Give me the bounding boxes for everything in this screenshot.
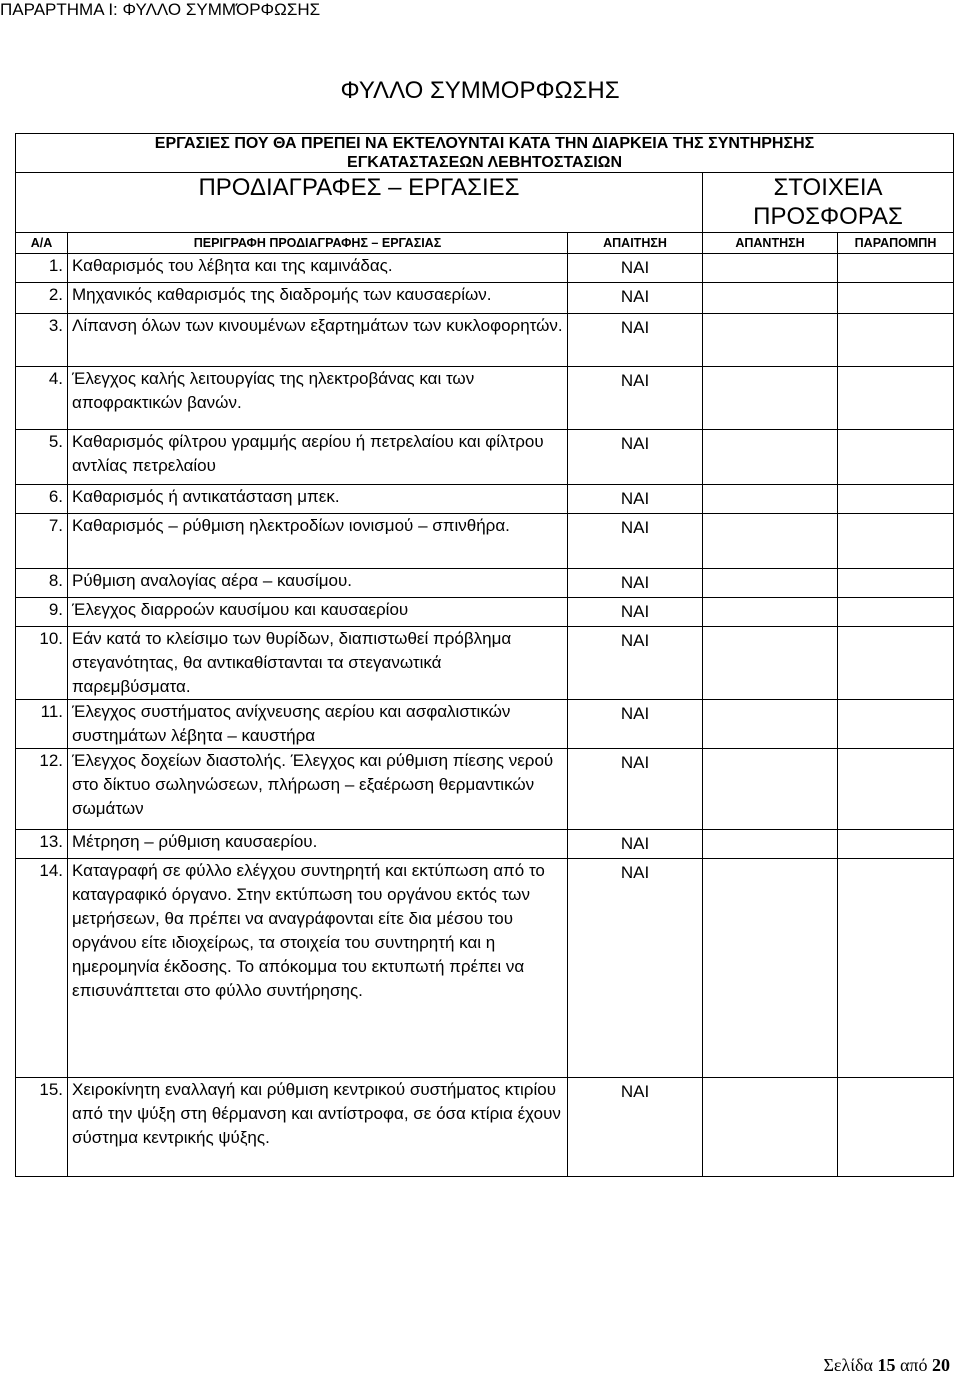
row-description: Καθαρισμός ή αντικατάσταση μπεκ. bbox=[68, 485, 568, 514]
row-number: 15. bbox=[16, 1078, 68, 1177]
page-footer bbox=[823, 1355, 950, 1376]
col-header-answer: ΑΠΑΝΤΗΣΗ bbox=[703, 233, 838, 254]
row-description: Έλεγχος καλής λειτουργίας της ηλεκτροβάνας και των αποφρακτικών βανών. bbox=[68, 367, 568, 430]
row-description: Ρύθμιση αναλογίας αέρα – καυσίμου. bbox=[68, 569, 568, 598]
table-row bbox=[16, 859, 954, 1078]
col-header-num: Α/Α bbox=[16, 233, 68, 254]
row-description: Καταγραφή σε φύλλο ελέγχου συντηρητή και εκτύπωση από το καταγραφικό όργανο. Στην εκτύπωση του οργάνου εκτός των μετρήσεων, θα πρέπει να αναγράφονται είτε δια μέσου του οργάνου είτε ιδιοχείρως, τα στοιχεία του συντηρητή και η ημερομηνία έκδοσης. Το απόκομμα του εκτυπωτή πρέπει να επισυνάπτεται στο φύλλο συντήρησης. bbox=[68, 859, 568, 1078]
row-reference bbox=[838, 749, 954, 830]
row-number: 6. bbox=[16, 485, 68, 514]
table-row bbox=[16, 598, 954, 627]
table-title-row bbox=[16, 134, 954, 173]
table-body bbox=[16, 254, 954, 1177]
row-reference bbox=[838, 314, 954, 367]
table-title-line2: ΕΓΚΑΤΑΣΤΑΣΕΩΝ ΛΕΒΗΤΟΣΤΑΣΙΩΝ bbox=[347, 154, 623, 171]
row-answer bbox=[703, 485, 838, 514]
row-reference bbox=[838, 569, 954, 598]
row-answer bbox=[703, 859, 838, 1078]
table-row bbox=[16, 514, 954, 569]
table-row bbox=[16, 283, 954, 314]
table-row bbox=[16, 367, 954, 430]
row-requirement: ΝΑΙ bbox=[568, 254, 703, 283]
row-description: Καθαρισμός του λέβητα και της καμινάδας. bbox=[68, 254, 568, 283]
row-answer bbox=[703, 367, 838, 430]
row-requirement: ΝΑΙ bbox=[568, 514, 703, 569]
row-requirement: ΝΑΙ bbox=[568, 627, 703, 700]
row-description: Εάν κατά το κλείσιμο των θυρίδων, διαπιστωθεί πρόβλημα στεγανότητας, θα αντικαθίστανται τα στεγανωτικά παρεμβύσματα. bbox=[68, 627, 568, 700]
column-header-row bbox=[16, 233, 954, 254]
row-reference bbox=[838, 859, 954, 1078]
row-reference bbox=[838, 254, 954, 283]
page-word: Σελίδα bbox=[823, 1355, 873, 1375]
row-number: 12. bbox=[16, 749, 68, 830]
document-title: ΦΥΛΛΟ ΣΥΜΜΟΡΦΩΣΗΣ bbox=[340, 77, 620, 104]
row-description: Έλεγχος δοχείων διαστολής. Έλεγχος και ρύθμιση πίεσης νερού στο δίκτυο σωληνώσεων, πλήρωση – εξαέρωση θερμαντικών σωμάτων bbox=[68, 749, 568, 830]
row-number: 10. bbox=[16, 627, 68, 700]
row-number: 7. bbox=[16, 514, 68, 569]
table-row bbox=[16, 830, 954, 859]
row-number: 1. bbox=[16, 254, 68, 283]
row-description: Μέτρηση – ρύθμιση καυσαερίου. bbox=[68, 830, 568, 859]
row-answer bbox=[703, 700, 838, 749]
row-number: 2. bbox=[16, 283, 68, 314]
row-answer bbox=[703, 830, 838, 859]
col-header-ref: ΠΑΡΑΠΟΜΠΗ bbox=[838, 233, 954, 254]
row-requirement: ΝΑΙ bbox=[568, 598, 703, 627]
row-number: 13. bbox=[16, 830, 68, 859]
row-answer bbox=[703, 749, 838, 830]
row-number: 9. bbox=[16, 598, 68, 627]
table-title-line1: ΕΡΓΑΣΙΕΣ ΠΟΥ ΘΑ ΠΡΕΠΕΙ ΝΑ ΕΚΤΕΛΟΥΝΤΑΙ ΚΑΤΑ ΤΗΝ ΔΙΑΡΚΕΙΑ ΤΗΣ ΣΥΝΤΗΡΗΣΗΣ bbox=[154, 135, 815, 152]
offer-heading: ΣΤΟΙΧΕΙΑ ΠΡΟΣΦΟΡΑΣ bbox=[703, 173, 954, 233]
row-reference bbox=[838, 514, 954, 569]
table-row bbox=[16, 254, 954, 283]
row-reference bbox=[838, 1078, 954, 1177]
col-header-desc: ΠΕΡΙΓΡΑΦΗ ΠΡΟΔΙΑΓΡΑΦΗΣ – ΕΡΓΑΣΙΑΣ bbox=[68, 233, 568, 254]
row-answer bbox=[703, 627, 838, 700]
row-reference bbox=[838, 700, 954, 749]
row-description: Καθαρισμός – ρύθμιση ηλεκτροδίων ιονισμού – σπινθήρα. bbox=[68, 514, 568, 569]
row-reference bbox=[838, 430, 954, 485]
section-heading-row bbox=[16, 173, 954, 233]
page-current: 15 bbox=[877, 1355, 896, 1375]
col-header-req: ΑΠΑΙΤΗΣΗ bbox=[568, 233, 703, 254]
row-reference bbox=[838, 283, 954, 314]
row-requirement: ΝΑΙ bbox=[568, 700, 703, 749]
row-answer bbox=[703, 1078, 838, 1177]
row-answer bbox=[703, 314, 838, 367]
row-answer bbox=[703, 254, 838, 283]
page-total: 20 bbox=[932, 1355, 950, 1375]
row-requirement: ΝΑΙ bbox=[568, 859, 703, 1078]
table-row bbox=[16, 485, 954, 514]
table-row bbox=[16, 749, 954, 830]
table-row bbox=[16, 1078, 954, 1177]
row-number: 5. bbox=[16, 430, 68, 485]
row-number: 3. bbox=[16, 314, 68, 367]
row-requirement: ΝΑΙ bbox=[568, 283, 703, 314]
row-requirement: ΝΑΙ bbox=[568, 830, 703, 859]
row-answer bbox=[703, 569, 838, 598]
table-row bbox=[16, 700, 954, 749]
row-reference bbox=[838, 830, 954, 859]
row-number: 11. bbox=[16, 700, 68, 749]
row-answer bbox=[703, 598, 838, 627]
row-reference bbox=[838, 598, 954, 627]
row-reference bbox=[838, 485, 954, 514]
row-description: Χειροκίνητη εναλλαγή και ρύθμιση κεντρικού συστήματος κτιρίου από την ψύξη στη θέρμανση και αντίστροφα, σε όσα κτίρια έχουν σύστημα κεντρικής ψύξης. bbox=[68, 1078, 568, 1177]
row-number: 4. bbox=[16, 367, 68, 430]
row-answer bbox=[703, 430, 838, 485]
row-description: Μηχανικός καθαρισμός της διαδρομής των καυσαερίων. bbox=[68, 283, 568, 314]
row-number: 8. bbox=[16, 569, 68, 598]
row-description: Καθαρισμός φίλτρου γραμμής αερίου ή πετρελαίου και φίλτρου αντλίας πετρελαίου bbox=[68, 430, 568, 485]
compliance-table bbox=[15, 133, 954, 1177]
row-description: Λίπανση όλων των κινουμένων εξαρτημάτων των κυκλοφορητών. bbox=[68, 314, 568, 367]
row-reference bbox=[838, 367, 954, 430]
row-requirement: ΝΑΙ bbox=[568, 1078, 703, 1177]
row-requirement: ΝΑΙ bbox=[568, 430, 703, 485]
row-requirement: ΝΑΙ bbox=[568, 367, 703, 430]
row-description: Έλεγχος συστήματος ανίχνευσης αερίου και ασφαλιστικών συστημάτων λέβητα – καυστήρα bbox=[68, 700, 568, 749]
row-requirement: ΝΑΙ bbox=[568, 485, 703, 514]
spec-heading: ΠΡΟΔΙΑΓΡΑΦΕΣ – ΕΡΓΑΣΙΕΣ bbox=[16, 173, 703, 233]
row-description: Έλεγχος διαρροών καυσίμου και καυσαερίου bbox=[68, 598, 568, 627]
row-answer bbox=[703, 514, 838, 569]
row-requirement: ΝΑΙ bbox=[568, 314, 703, 367]
table-title bbox=[16, 134, 954, 173]
row-number: 14. bbox=[16, 859, 68, 1078]
row-requirement: ΝΑΙ bbox=[568, 569, 703, 598]
table-row bbox=[16, 569, 954, 598]
of-word: από bbox=[899, 1355, 928, 1375]
row-reference bbox=[838, 627, 954, 700]
table-row bbox=[16, 314, 954, 367]
table-row bbox=[16, 430, 954, 485]
row-answer bbox=[703, 283, 838, 314]
appendix-header: ΠΑΡΑΡΤΗΜΑ Ι: ΦΥΛΛΟ ΣΥΜΜΌΡΦΩΣΗΣ bbox=[0, 0, 321, 19]
row-requirement: ΝΑΙ bbox=[568, 749, 703, 830]
table-row bbox=[16, 627, 954, 700]
